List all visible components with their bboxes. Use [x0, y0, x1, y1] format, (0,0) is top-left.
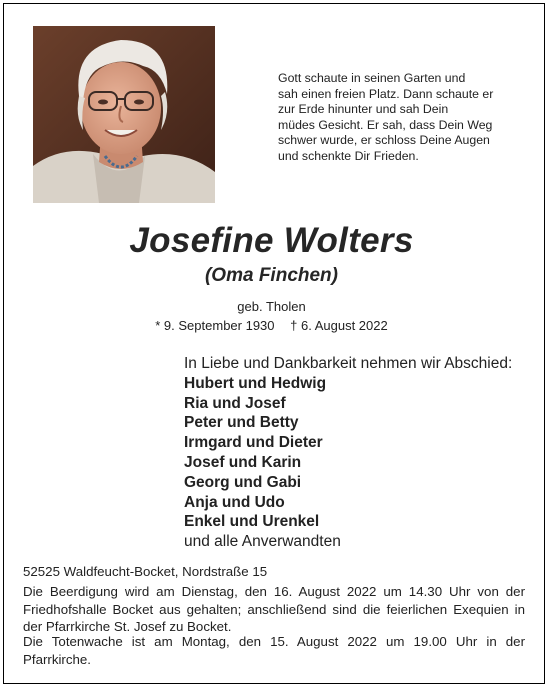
poem-line: Gott schaute in seinen Garten und [278, 71, 466, 85]
poem-line: zur Erde hinunter und sah Dein [278, 102, 449, 117]
family-member: Georg und Gabi [184, 473, 302, 491]
birth-date: * 9. September 1930 [155, 318, 275, 333]
deceased-name: Josefine Wolters [129, 221, 414, 260]
birth-name: geb. Tholen [237, 299, 306, 314]
family-member: Ria und Josef [184, 394, 286, 412]
death-date: † 6. August 2022 [290, 318, 388, 333]
family-member: Hubert und Hedwig [184, 374, 327, 392]
funeral-notice: Die Beerdigung wird am Dienstag, den 16. August 2022 um 14.30 Uhr von der Friedhofshalle Bocket aus gehalten; anschließend sind die feierlichen Exequien in der Pfarrkirche St. Josef zu Bocket. [23, 584, 525, 634]
family-member: Josef und Karin [184, 453, 302, 471]
poem-line: sah einen freien Platz. Dann schaute er [278, 86, 494, 101]
poem-line: schwer wurde, er schloss Deine Augen [278, 133, 490, 148]
mourning-address: 52525 Waldfeucht-Bocket, Nordstraße 15 [23, 564, 268, 579]
family-closing: und alle Anverwandten [184, 533, 341, 551]
poem-line: müdes Gesicht. Er sah, dass Dein Weg [278, 117, 493, 132]
wake-notice: Die Totenwache ist am Montag, den 15. August 2022 um 19.00 Uhr in der Pfarrkirche. [23, 634, 525, 667]
family-member: Enkel und Urenkel [184, 513, 320, 531]
portrait-photo [33, 26, 215, 203]
family-member: Peter und Betty [184, 414, 299, 432]
poem-line: und schenkte Dir Frieden. [278, 148, 419, 163]
deceased-nickname: (Oma Finchen) [204, 265, 338, 286]
poem [278, 71, 528, 165]
family-list [184, 354, 544, 552]
farewell-intro: In Liebe und Dankbarkeit nehmen wir Abschied: [184, 355, 513, 372]
family-member: Anja und Udo [184, 493, 285, 511]
life-dates [0, 318, 543, 333]
family-member: Irmgard und Dieter [184, 434, 323, 452]
